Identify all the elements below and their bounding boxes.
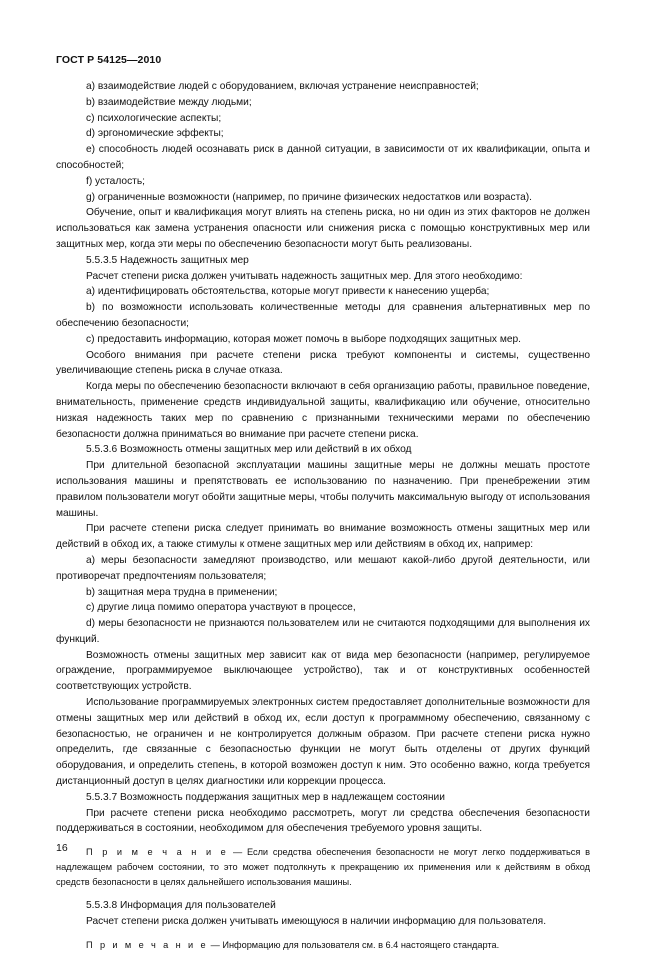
list-item-g: g) ограниченные возможности (например, по причине физических недостатков или возраста). xyxy=(86,191,533,203)
list-item-b: b) взаимодействие между людьми; xyxy=(86,96,252,108)
section-heading-5538: 5.5.3.8 Информация для пользователей xyxy=(86,900,276,912)
list-item-c: c) предоставить информацию, которая может помочь в выборе подходящих защитных мер. xyxy=(86,333,522,345)
list-item-c: c) другие лица помимо оператора участвуют в процессе, xyxy=(86,602,356,614)
paragraph: При длительной безопасной эксплуатации машины защитные меры не должны мешать простоте использования машины и препятствовать ее использованию по назначению. При пренебрежении этим правилом пользователи могут обойти защитные меры, чтобы получить максимальную выгоду от использования машины. xyxy=(56,460,590,519)
paragraph: Расчет степени риска должен учитывать надежность защитных мер. Для этого необходимо: xyxy=(86,270,523,282)
note-text: — Если средства обеспечения безопасности не могут легко поддерживаться в надлежащем рабочем состоянии, то это может подтолкнуть к прекращению их применения или к действиям в обход средств безопасности в целях дальнейшего использования машины. xyxy=(56,847,590,888)
paragraph: Возможность отмены защитных мер зависит как от вида мер безопасности (например, регулируемое ограждение, программируемое выключающее устройство), так и от конструктивных особенностей соответствующих устройств. xyxy=(56,649,590,693)
list-item-f: f) усталость; xyxy=(86,175,145,187)
standard-header: ГОСТ Р 54125—2010 xyxy=(56,54,162,66)
note-label: П р и м е ч а н и е xyxy=(86,939,209,950)
paragraph: При расчете степени риска следует принимать во внимание возможность отмены защитных мер или действий в обход их, а также стимулы к отмене защитных мер или действиям в обход их, например: xyxy=(56,523,590,551)
paragraph: Когда меры по обеспечению безопасности включают в себя организацию работы, правильное поведение, внимательность, применение средств индивидуальной защиты, квалификацию или обучение, относительно низкая надежность таких мер по сравнению с признанными техническими мерами по обеспечению безопасности должна приниматься во внимание при расчете степени риска. xyxy=(56,381,590,440)
paragraph: Использование программируемых электронных систем предоставляет дополнительные возможности для отмены защитных мер или действий в обход их, если доступ к программному обеспечению, связанному с безопасностью, не ограничен и не контролируется должным образом. При расчете степени риска нужно определить, где связанные с безопасностью функции не могут быть отделены от других функций оборудования, и определить степень, в которой возможен доступ к ним. Это особенно важно, когда требуется дистанционный доступ в целях диагностики или коррекции процесса. xyxy=(56,697,590,788)
note-label: П р и м е ч а н и е xyxy=(86,847,229,858)
paragraph: Обучение, опыт и квалификация могут влиять на степень риска, но ни один из этих факторов не должен использоваться как замена устранения опасности или снижения риска с помощью конструктивных мер или защитных мер, когда эти меры по обеспечению безопасности могут быть реализованы. xyxy=(56,207,590,250)
page-number: 16 xyxy=(56,842,68,854)
list-item-a: a) идентифицировать обстоятельства, которые могут привести к нанесению ущерба; xyxy=(86,286,490,298)
list-item-e: e) способность людей осознавать риск в данной ситуации, в зависимости от их квалификации, опыта и способностей; xyxy=(56,144,590,171)
list-item-b: b) защитная мера трудна в применении; xyxy=(86,586,278,598)
list-item-b: b) по возможности использовать количественные методы для сравнения альтернативных мер по обеспечению безопасности; xyxy=(56,302,590,329)
list-item-a: a) взаимодействие людей с оборудованием, включая устранение неисправностей; xyxy=(86,81,479,92)
list-item-d: d) меры безопасности не признаются пользователем или не считаются подходящими для выполнения их функций. xyxy=(56,618,590,645)
paragraph: При расчете степени риска необходимо рассмотреть, могут ли средства обеспечения безопасности поддерживаться в состоянии, необходимом для обеспечения требуемого уровня защиты. xyxy=(56,807,590,835)
paragraph: Расчет степени риска должен учитывать имеющуюся в наличии информацию для пользователя. xyxy=(86,916,547,928)
document-body xyxy=(56,79,590,953)
list-item-d: d) эргономические эффекты; xyxy=(86,128,224,140)
note xyxy=(56,845,590,890)
section-heading-5537: 5.5.3.7 Возможность поддержания защитных мер в надлежащем состоянии xyxy=(86,791,445,803)
section-heading-5536: 5.5.3.6 Возможность отмены защитных мер или действий в их обход xyxy=(86,444,412,456)
section-heading-5535: 5.5.3.5 Надежность защитных мер xyxy=(86,254,249,266)
paragraph: Особого внимания при расчете степени риска требуют компоненты и системы, существенно увеличивающие степень риска в случае отказа. xyxy=(56,349,590,377)
list-item-a: a) меры безопасности замедляют производство, или мешают какой-либо другой деятельности, или противоречат предпочтениям пользователя; xyxy=(56,554,590,582)
note-text: — Информацию для пользователя см. в 6.4 настоящего стандарта. xyxy=(208,939,500,950)
note xyxy=(56,938,590,953)
list-item-c: c) психологические аспекты; xyxy=(86,112,222,124)
